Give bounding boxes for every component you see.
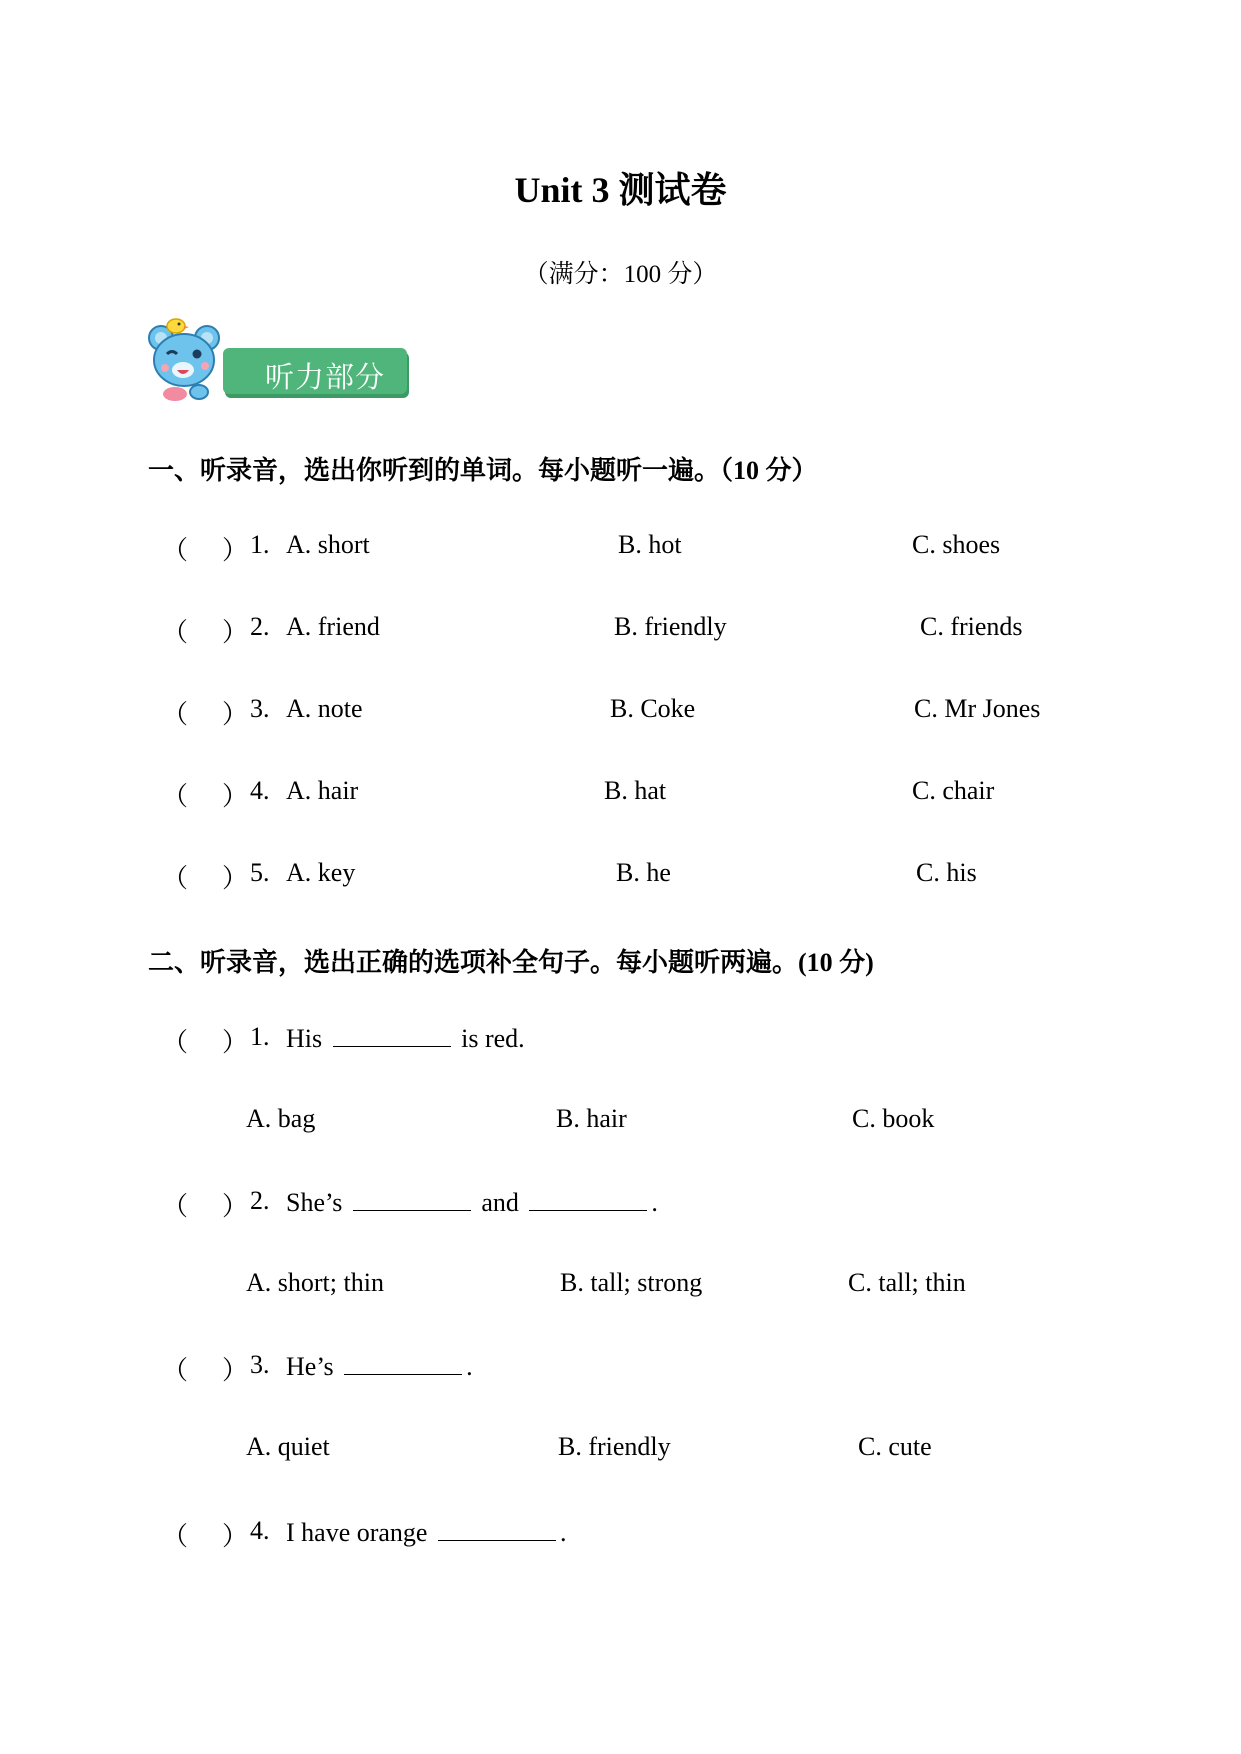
- answer-paren-close: ）: [222, 1522, 249, 1551]
- question-row: [0, 530, 1241, 570]
- sentence: [286, 1022, 525, 1054]
- answer-blank: [353, 1186, 471, 1211]
- question-number: 3.: [250, 1350, 270, 1379]
- answer-paren-open: （: [162, 618, 189, 647]
- question-row: [0, 1350, 1241, 1390]
- option-c: C. book: [852, 1104, 935, 1133]
- option-c: C. tall; thin: [848, 1268, 966, 1297]
- sentence-end: .: [466, 1352, 473, 1381]
- question-row: [0, 694, 1241, 734]
- answer-paren-close: ）: [222, 1028, 249, 1057]
- listening-section-label: 听力部分: [264, 359, 385, 394]
- options-row: [0, 1432, 1241, 1472]
- question-number: 4.: [250, 1516, 270, 1545]
- sentence: [286, 1516, 566, 1548]
- option-a: A. quiet: [246, 1432, 330, 1461]
- sentence-start: His: [286, 1024, 323, 1053]
- answer-paren-open: （: [162, 864, 189, 893]
- question-row: [0, 1186, 1241, 1226]
- sentence-middle: is red.: [461, 1024, 525, 1053]
- sentence-start: She’s: [286, 1188, 343, 1217]
- option-a: A. short; thin: [246, 1268, 384, 1297]
- answer-paren-close: ）: [222, 618, 249, 647]
- question-number: 4.: [250, 776, 270, 805]
- option-c: C. chair: [912, 776, 995, 805]
- answer-paren-open: （: [162, 1192, 189, 1221]
- question-number: 2.: [250, 612, 270, 641]
- option-b: B. friendly: [558, 1432, 671, 1461]
- answer-paren-close: ）: [222, 536, 249, 565]
- answer-blank: [333, 1022, 451, 1047]
- option-b: B. hair: [556, 1104, 627, 1133]
- option-b: B. friendly: [614, 612, 727, 641]
- question-row: [0, 1516, 1241, 1556]
- option-a: A. bag: [246, 1104, 316, 1133]
- question-number: 1.: [250, 530, 270, 559]
- option-b: B. hat: [604, 776, 667, 805]
- option-b: B. tall; strong: [560, 1268, 703, 1297]
- answer-paren-open: （: [162, 1028, 189, 1057]
- question-number: 2.: [250, 1186, 270, 1215]
- option-a: A. hair: [286, 776, 359, 805]
- answer-paren-close: ）: [222, 864, 249, 893]
- answer-paren-close: ）: [222, 1192, 249, 1221]
- answer-paren-close: ）: [222, 700, 249, 729]
- answer-blank: [344, 1350, 462, 1375]
- options-row: [0, 1104, 1241, 1144]
- answer-blank: [438, 1516, 556, 1541]
- option-c: C. friends: [920, 612, 1023, 641]
- full-score-note: （满分：100 分）: [523, 261, 718, 288]
- question-row: [0, 1022, 1241, 1062]
- sentence-start: He’s: [286, 1352, 334, 1381]
- option-a: A. note: [286, 694, 363, 723]
- sentence-end: .: [559, 1518, 567, 1547]
- answer-paren-open: （: [162, 700, 189, 729]
- option-b: B. Coke: [610, 694, 696, 723]
- option-c: C. cute: [858, 1432, 932, 1461]
- question-row: [0, 858, 1241, 898]
- part-one-heading: 一、听录音，选出你听到的单词。每小题听一遍。（10 分）: [148, 456, 818, 485]
- sentence-start: I have orange: [286, 1518, 428, 1547]
- answer-paren-open: （: [162, 536, 189, 565]
- question-row: [0, 776, 1241, 816]
- listening-section-banner: [145, 318, 415, 404]
- question-row: [0, 612, 1241, 652]
- options-row: [0, 1268, 1241, 1308]
- question-number: 5.: [250, 858, 270, 887]
- option-c: C. shoes: [912, 530, 1001, 559]
- part-two-heading: 二、听录音，选出正确的选项补全句子。每小题听两遍。(10 分): [148, 948, 874, 977]
- option-b: B. hot: [618, 530, 682, 559]
- option-a: A. short: [286, 530, 370, 559]
- answer-paren-open: （: [162, 1522, 189, 1551]
- option-a: A. key: [286, 858, 356, 887]
- answer-paren-open: （: [162, 1356, 189, 1385]
- answer-blank: [529, 1186, 647, 1211]
- question-number: 3.: [250, 694, 270, 723]
- answer-paren-close: ）: [222, 1356, 249, 1385]
- option-c: C. his: [916, 858, 977, 887]
- answer-paren-open: （: [162, 782, 189, 811]
- option-c: C. Mr Jones: [914, 694, 1041, 723]
- option-b: B. he: [616, 858, 671, 887]
- question-number: 1.: [250, 1022, 270, 1051]
- sentence-middle: and: [481, 1188, 519, 1217]
- answer-paren-close: ）: [222, 782, 249, 811]
- sentence-end: .: [651, 1188, 658, 1217]
- option-a: A. friend: [286, 612, 380, 641]
- page-title: Unit 3 测试卷: [514, 170, 727, 210]
- sentence: [286, 1350, 473, 1382]
- sentence: [286, 1186, 658, 1218]
